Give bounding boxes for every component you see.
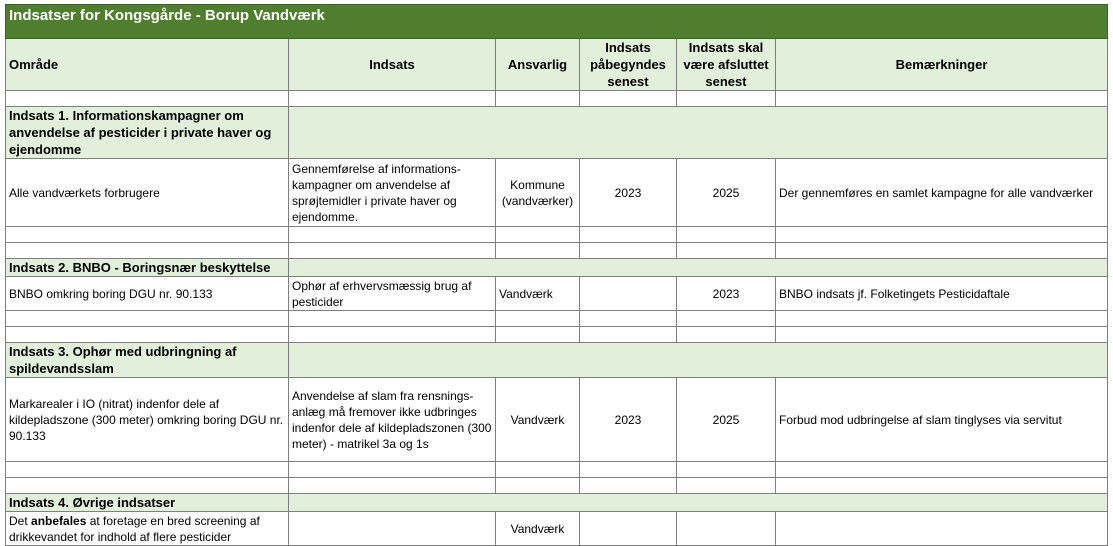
table-row: [6, 159, 1108, 227]
cell-start: 2023: [580, 159, 677, 227]
cell-indsats: [289, 512, 496, 546]
cell-indsats: Anvendelse af slam fra rensnings-anlæg må fremover ikke udbringes indenfor dele af kildepladszonen (300 meter) - matrikel 3a og 1s: [289, 378, 496, 462]
section-header: [6, 259, 1108, 277]
measures-table: [5, 4, 1108, 546]
header-start: Indsats påbegyndes senest: [580, 39, 677, 91]
cell-remarks: Forbud mod udbringelse af slam tinglyses via servitut: [776, 378, 1108, 462]
cell-remarks: Der gennemføres en samlet kampagne for alle vandværker: [776, 159, 1108, 227]
section-header: [6, 107, 1108, 159]
cell-ansvarlig: Vandværk: [496, 512, 580, 546]
table-row: [6, 277, 1108, 311]
table-row: [6, 378, 1108, 462]
empty-row: [6, 478, 1108, 494]
cell-omraade: [6, 512, 289, 546]
cell-omraade: Alle vandværkets forbrugere: [6, 159, 289, 227]
cell-start: 2023: [580, 378, 677, 462]
empty-row: [6, 327, 1108, 343]
cell-indsats: Gennemførelse af informations-kampagner om anvendelse af sprøjtemidler i private haver og ejendomme.: [289, 159, 496, 227]
cell-end: [677, 512, 776, 546]
cell-omraade-prefix: Det: [9, 513, 32, 528]
cell-remarks: [776, 512, 1108, 546]
header-remarks: Bemærkninger: [776, 39, 1108, 91]
cell-omraade-rest: at foretage en bred screening af drikkevandet for indhold af flere pesticider: [9, 513, 260, 544]
header-end: Indsats skal være afsluttet senest: [677, 39, 776, 91]
section-title-4: Indsats 4. Øvrige indsatser: [6, 494, 289, 512]
empty-row: [6, 311, 1108, 327]
cell-ansvarlig: Kommune (vandværker): [496, 159, 580, 227]
cell-omraade: BNBO omkring boring DGU nr. 90.133: [6, 277, 289, 311]
header-omraade: Område: [6, 39, 289, 91]
empty-row: [6, 462, 1108, 478]
section-title-2: Indsats 2. BNBO - Boringsnær beskyttelse: [6, 259, 289, 277]
cell-ansvarlig: Vandværk: [496, 277, 580, 311]
header-row: [6, 39, 1108, 91]
header-ansvarlig: Ansvarlig: [496, 39, 580, 91]
cell-omraade: Markarealer i IO (nitrat) indenfor dele af kildepladszone (300 meter) omkring boring DGU nr. 90.133: [6, 378, 289, 462]
cell-end: 2023: [677, 277, 776, 311]
cell-remarks: BNBO indsats jf. Folketingets Pesticidaftale: [776, 277, 1108, 311]
cell-end: 2025: [677, 159, 776, 227]
empty-row: [6, 227, 1108, 243]
title-row: [6, 5, 1108, 39]
spreadsheet: [5, 4, 1107, 546]
table-row: [6, 512, 1108, 546]
cell-indsats: Ophør af erhvervsmæssig brug af pesticider: [289, 277, 496, 311]
header-indsats: Indsats: [289, 39, 496, 91]
section-header: [6, 494, 1108, 512]
cell-start: [580, 277, 677, 311]
sheet-title: Indsatser for Kongsgårde - Borup Vandværk: [6, 5, 1108, 39]
empty-row: [6, 91, 1108, 107]
cell-omraade-bold: anbefales: [31, 513, 87, 528]
section-title-3: Indsats 3. Ophør med udbringning af spildevandsslam: [6, 343, 289, 378]
empty-row: [6, 243, 1108, 259]
cell-start: [580, 512, 677, 546]
section-title-1: Indsats 1. Informationskampagner om anvendelse af pesticider i private haver og ejendomme: [6, 107, 289, 159]
cell-end: 2025: [677, 378, 776, 462]
cell-ansvarlig: Vandværk: [496, 378, 580, 462]
section-header: [6, 343, 1108, 378]
